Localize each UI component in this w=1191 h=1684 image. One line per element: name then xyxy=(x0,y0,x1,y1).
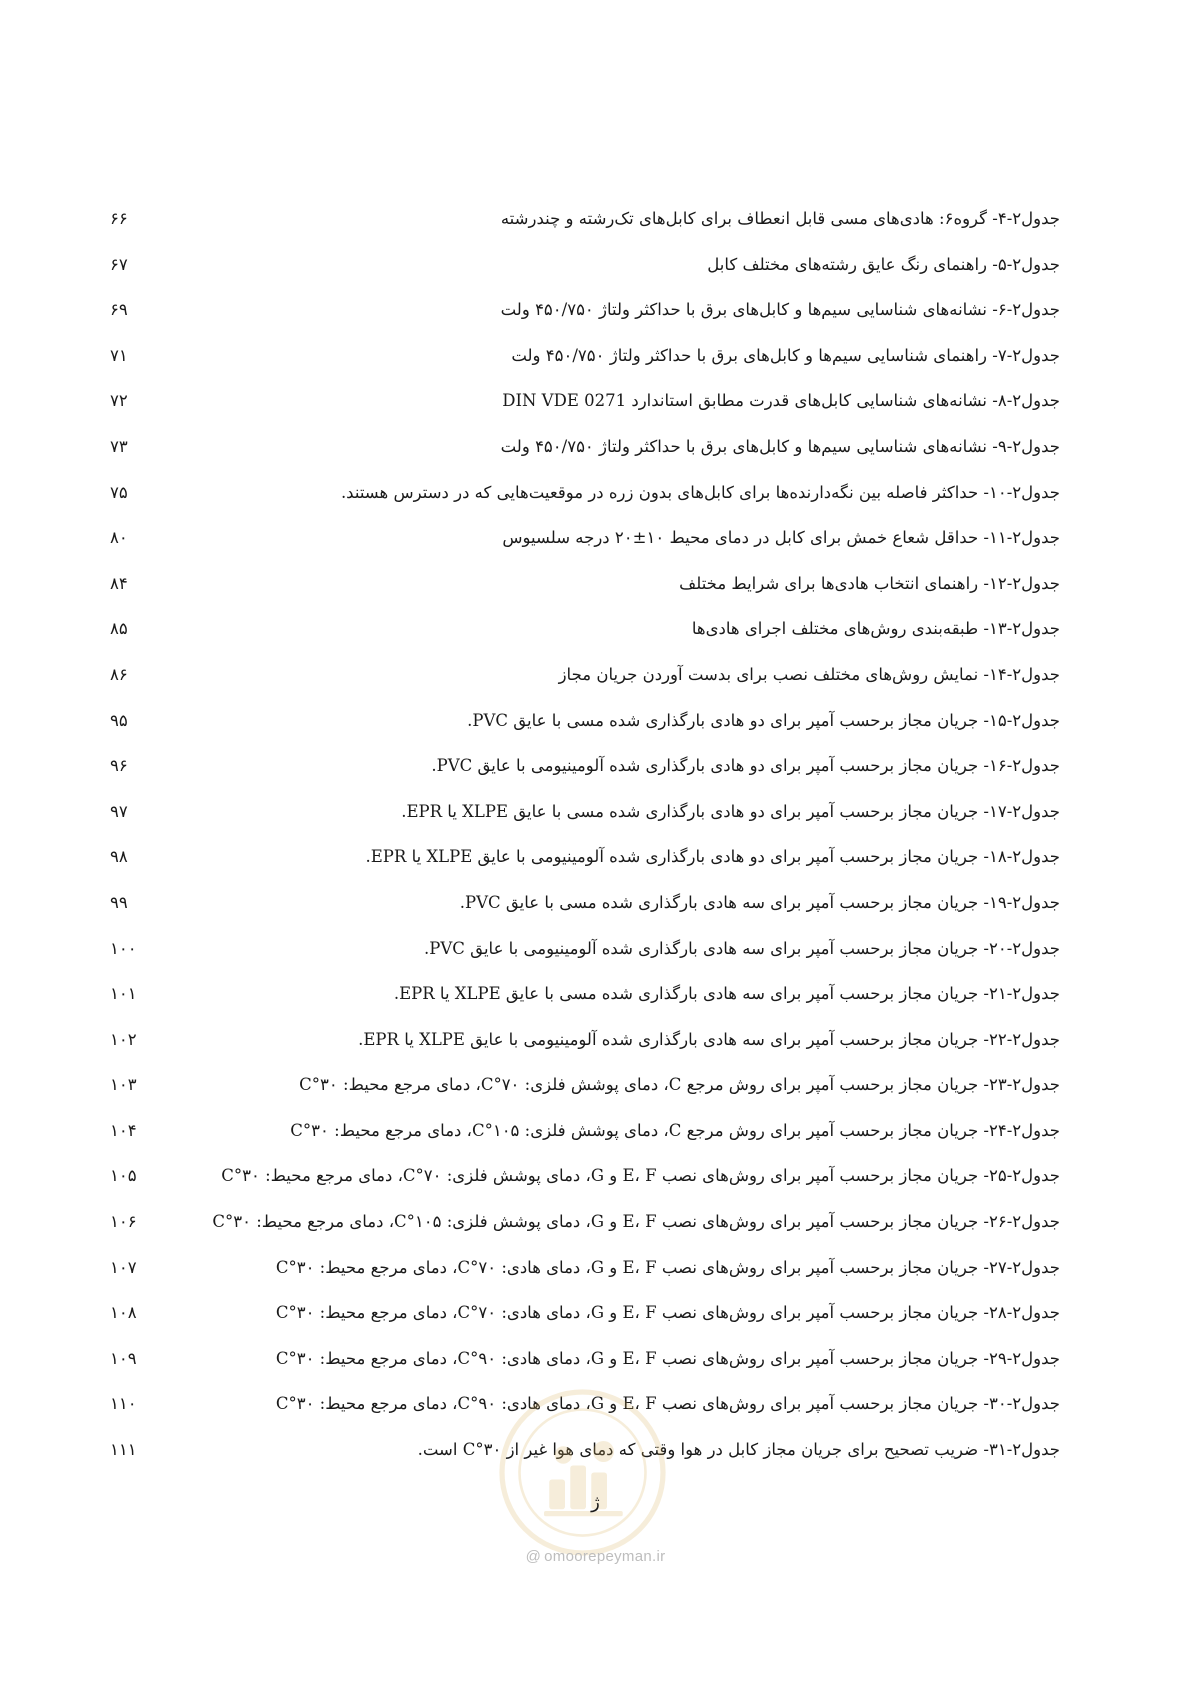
toc-entry xyxy=(110,1302,1060,1348)
toc-entry-title: جدول۲-۲۶- جریان مجاز برحسب آمپر برای روش‌های نصب E، F و G، دمای پوشش فلزی: ۱۰۵°C، دمای مرجع محیط: ۳۰°C xyxy=(212,1212,1060,1232)
toc-entry-page-number: ۱۱۰ xyxy=(110,1394,137,1414)
toc-entry xyxy=(110,938,1060,984)
toc-entry-title: جدول۲-۱۵- جریان مجاز برحسب آمپر برای دو هادی بارگذاری شده مسی با عایق PVC. xyxy=(467,710,1060,730)
toc-entry-title: جدول۲-۱۱- حداقل شعاع خمش برای کابل در دمای محیط ۱۰±۲۰ درجه سلسیوس xyxy=(502,528,1060,548)
toc-entry-page-number: ۷۵ xyxy=(110,482,128,502)
toc-entry xyxy=(110,527,1060,573)
toc-entry-title: جدول۲-۲۳- جریان مجاز برحسب آمپر برای روش مرجع C، دمای پوشش فلزی: ۷۰°C، دمای مرجع محیط: ۳۰°C xyxy=(299,1075,1060,1095)
toc-entry xyxy=(110,618,1060,664)
toc-entry xyxy=(110,573,1060,619)
toc-entry-title: جدول۲-۲۲- جریان مجاز برحسب آمپر برای سه هادی بارگذاری شده آلومینیومی با عایق XLPE یا EPR. xyxy=(358,1029,1060,1049)
toc-entry-page-number: ۸۴ xyxy=(110,573,128,593)
toc-entry-page-number: ۱۱۱ xyxy=(110,1440,137,1460)
toc-entry-title: جدول۲-۱۶- جریان مجاز برحسب آمپر برای دو هادی بارگذاری شده آلومینیومی با عایق PVC. xyxy=(431,756,1060,776)
toc-entry-page-number: ۹۶ xyxy=(110,756,128,776)
toc-entry xyxy=(110,1211,1060,1257)
toc-entry-page-number: ۱۰۰ xyxy=(110,938,137,958)
toc-entry-title: جدول۲-۸- نشانه‌های شناسایی کابل‌های قدرت مطابق استاندارد DIN VDE 0271 xyxy=(502,391,1060,411)
toc-entry xyxy=(110,983,1060,1029)
toc-entry-title: جدول۲-۲۵- جریان مجاز برحسب آمپر برای روش‌های نصب E، F و G، دمای پوشش فلزی: ۷۰°C، دمای مرجع محیط: ۳۰°C xyxy=(221,1166,1060,1186)
toc-entry-title: جدول۲-۷- راهنمای شناسایی سیم‌ها و کابل‌های برق با حداکثر ولتاژ ۴۵۰/۷۵۰ ولت xyxy=(511,345,1060,365)
toc-entry xyxy=(110,208,1060,254)
at-sign-icon: @ xyxy=(525,1548,542,1565)
toc-entry-page-number: ۶۹ xyxy=(110,300,128,320)
toc-entry xyxy=(110,345,1060,391)
toc-entry-page-number: ۱۰۴ xyxy=(110,1120,137,1140)
watermark-url xyxy=(0,1548,1191,1565)
toc-entry-page-number: ۱۰۲ xyxy=(110,1029,137,1049)
toc-entry xyxy=(110,801,1060,847)
toc-entry xyxy=(110,1029,1060,1075)
toc-entry xyxy=(110,482,1060,528)
toc-entry xyxy=(110,436,1060,482)
toc-entry xyxy=(110,1257,1060,1303)
toc-entry-title: جدول۲-۱۸- جریان مجاز برحسب آمپر برای دو هادی بارگذاری شده آلومینیومی با عایق XLPE یا EPR. xyxy=(365,847,1060,867)
toc-entry-title: جدول۲-۱۹- جریان مجاز برحسب آمپر برای سه هادی بارگذاری شده مسی با عایق PVC. xyxy=(459,892,1060,912)
toc-entry-title: جدول۲-۲۸- جریان مجاز برحسب آمپر برای روش‌های نصب E، F و G، دمای هادی: ۷۰°C، دمای مرجع محیط: ۳۰°C xyxy=(275,1303,1060,1323)
toc-entry xyxy=(110,1165,1060,1211)
toc-entry xyxy=(110,710,1060,756)
toc-entry-title: جدول۲-۵- راهنمای رنگ عایق رشته‌های مختلف کابل xyxy=(707,254,1060,274)
toc-entry xyxy=(110,390,1060,436)
toc-entry-title: جدول۲-۱۰- حداکثر فاصله بین نگه‌دارنده‌ها برای کابل‌های بدون زره در موقعیت‌هایی که در دسترس هستند. xyxy=(340,482,1060,502)
toc-entry-page-number: ۱۰۱ xyxy=(110,984,137,1004)
toc-entry-page-number: ۱۰۵ xyxy=(110,1166,137,1186)
toc-entry-page-number: ۷۲ xyxy=(110,391,128,411)
toc-entry xyxy=(110,892,1060,938)
page-number: ژ xyxy=(591,1492,600,1513)
toc-entry-page-number: ۹۸ xyxy=(110,847,128,867)
toc-entry-page-number: ۱۰۹ xyxy=(110,1348,137,1368)
toc-entry-page-number: ۸۵ xyxy=(110,619,128,639)
toc-entry-title: جدول۲-۶- نشانه‌های شناسایی سیم‌ها و کابل‌های برق با حداکثر ولتاژ ۴۵۰/۷۵۰ ولت xyxy=(500,300,1060,320)
toc-entry-title: جدول۲-۱۷- جریان مجاز برحسب آمپر برای دو هادی بارگذاری شده مسی با عایق XLPE یا EPR. xyxy=(401,801,1060,821)
toc-entry-title: جدول۲-۲۹- جریان مجاز برحسب آمپر برای روش‌های نصب E، F و G، دمای هادی: ۹۰°C، دمای مرجع محیط: ۳۰°C xyxy=(275,1348,1060,1368)
toc-entry-title: جدول۲-۹- نشانه‌های شناسایی سیم‌ها و کابل‌های برق با حداکثر ولتاژ ۴۵۰/۷۵۰ ولت xyxy=(500,436,1060,456)
toc-entry-page-number: ۹۹ xyxy=(110,892,128,912)
toc-entry-title: جدول۲-۲۰- جریان مجاز برحسب آمپر برای سه هادی بارگذاری شده آلومینیومی با عایق PVC. xyxy=(424,938,1060,958)
toc-entry-page-number: ۱۰۸ xyxy=(110,1303,137,1323)
toc-entry xyxy=(110,254,1060,300)
toc-entry-page-number: ۶۶ xyxy=(110,209,128,228)
toc-entry xyxy=(110,1120,1060,1166)
toc-entry-page-number: ۸۶ xyxy=(110,664,128,684)
table-of-tables xyxy=(110,208,1060,1485)
toc-entry-page-number: ۶۷ xyxy=(110,254,128,274)
watermark-seal-icon xyxy=(495,1385,670,1560)
toc-entry-page-number: ۱۰۶ xyxy=(110,1212,137,1232)
toc-entry xyxy=(110,1074,1060,1120)
toc-entry-page-number: ۷۱ xyxy=(110,345,128,365)
toc-entry xyxy=(110,664,1060,710)
toc-entry-title: جدول۲-۳۰- جریان مجاز برحسب آمپر برای روش‌های نصب E، F و G، دمای هادی: ۹۰°C، دمای مرجع محیط: ۳۰°C xyxy=(275,1394,1060,1414)
watermark-url-text: omoorepeyman.ir xyxy=(544,1548,666,1565)
toc-entry-title: جدول۲-۲۴- جریان مجاز برحسب آمپر برای روش مرجع C، دمای پوشش فلزی: ۱۰۵°C، دمای مرجع محیط: ۳۰°C xyxy=(290,1120,1060,1140)
toc-entry-title: جدول۲-۱۲- راهنمای انتخاب هادی‌ها برای شرایط مختلف xyxy=(679,573,1060,593)
toc-entry xyxy=(110,755,1060,801)
toc-entry-page-number: ۷۳ xyxy=(110,436,128,456)
toc-entry-page-number: ۹۵ xyxy=(110,710,128,730)
toc-entry-page-number: ۱۰۳ xyxy=(110,1075,137,1095)
toc-entry-page-number: ۹۷ xyxy=(110,801,128,821)
toc-entry xyxy=(110,299,1060,345)
toc-entry-title: جدول۲-۲۱- جریان مجاز برحسب آمپر برای سه هادی بارگذاری شده مسی با عایق XLPE یا EPR. xyxy=(393,984,1060,1004)
toc-entry-title: جدول۲-۲۷- جریان مجاز برحسب آمپر برای روش‌های نصب E، F و G، دمای هادی: ۷۰°C، دمای مرجع محیط: ۳۰°C xyxy=(275,1257,1060,1277)
toc-entry-title: جدول۲-۴- گروه۶: هادی‌های مسی قابل انعطاف برای کابل‌های تک‌رشته و چندرشته xyxy=(500,209,1060,228)
toc-entry-title: جدول۲-۱۴- نمایش روش‌های مختلف نصب برای بدست آوردن جریان مجاز xyxy=(558,664,1060,684)
toc-entry-page-number: ۸۰ xyxy=(110,528,128,548)
toc-entry-page-number: ۱۰۷ xyxy=(110,1257,137,1277)
toc-entry xyxy=(110,846,1060,892)
toc-entry-title: جدول۲-۱۳- طبقه‌بندی روش‌های مختلف اجرای هادی‌ها xyxy=(691,619,1060,639)
toc-entry-title: جدول۲-۳۱- ضریب تصحیح برای جریان مجاز کابل در هوا وقتی که دمای هوا غیر از ۳۰°C است. xyxy=(417,1440,1060,1460)
